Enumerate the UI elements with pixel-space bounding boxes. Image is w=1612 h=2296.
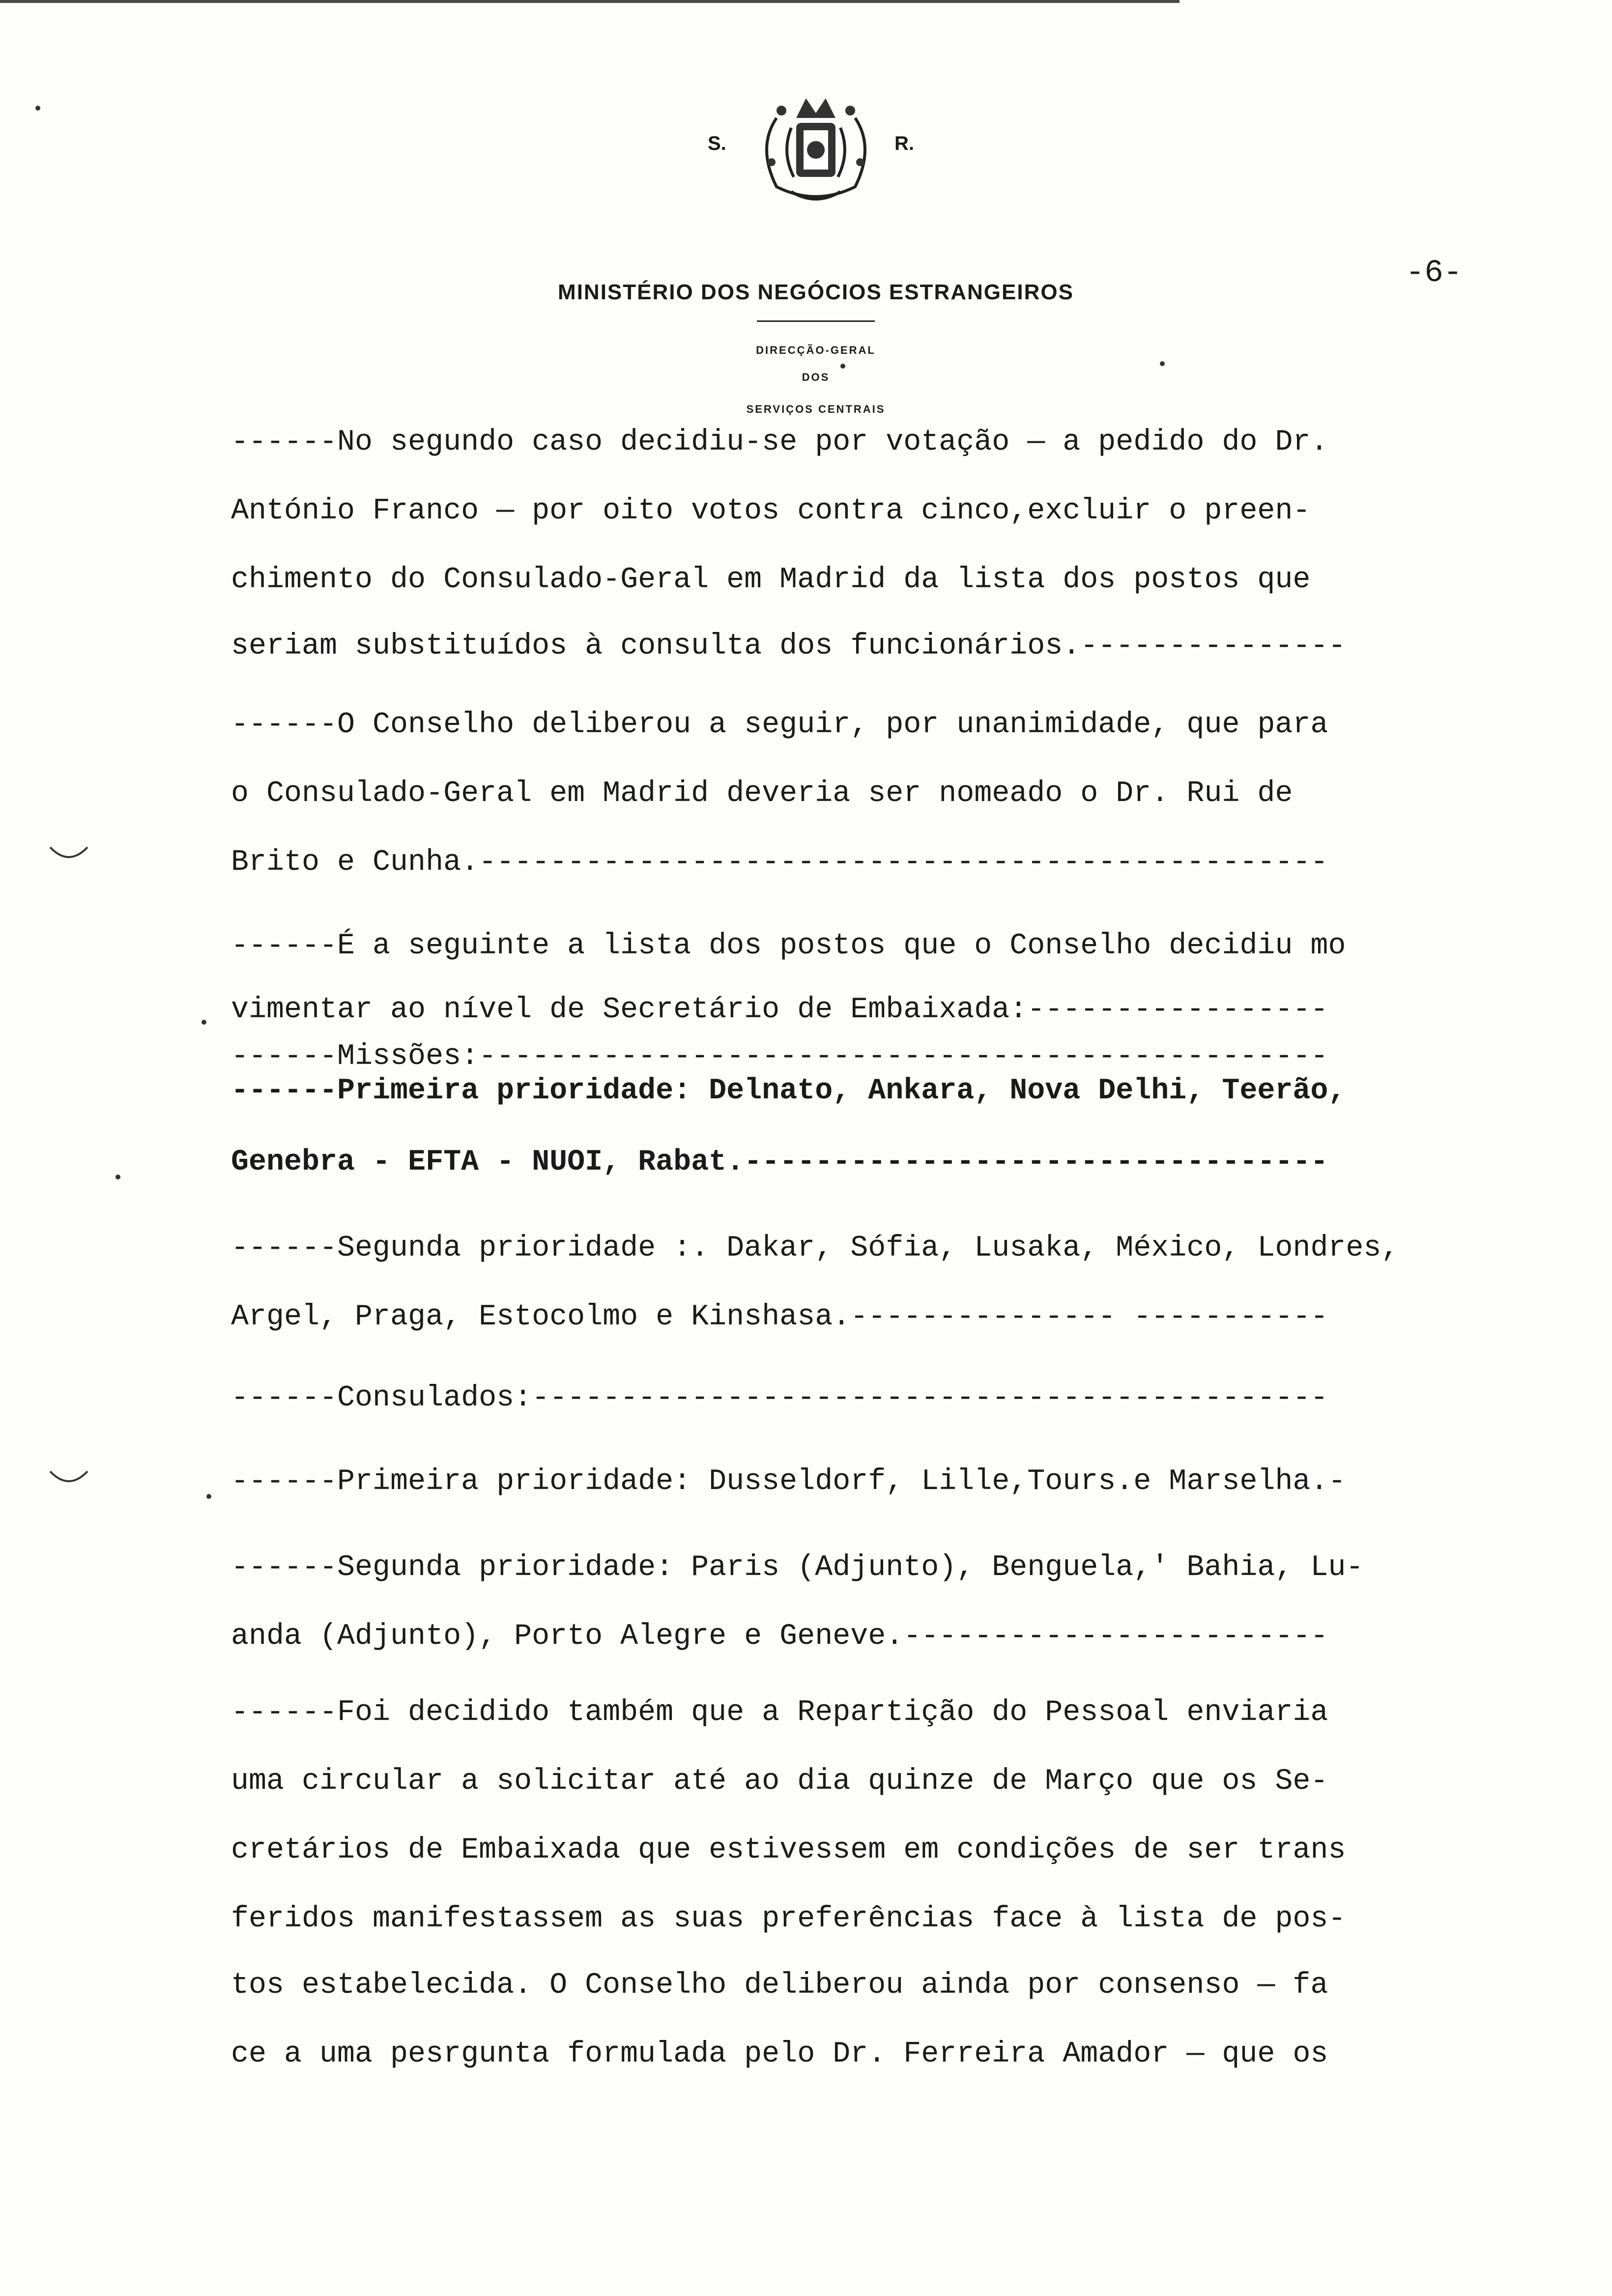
body-line: ------Primeira prioridade: Dusseldorf, Lille,Tours.e Marselha.- bbox=[231, 1465, 1346, 1498]
body-line: feridos manifestassem as suas preferências face à lista de pos- bbox=[231, 1902, 1346, 1936]
body-line: o Consulado-Geral em Madrid deveria ser nomeado o Dr. Rui de bbox=[231, 777, 1293, 810]
body-line: ------É a seguinte a lista dos postos que o Conselho decidiu mo bbox=[231, 929, 1346, 963]
top-border-line bbox=[0, 0, 1180, 3]
body-line: ------Consulados:--------------------------------------------- bbox=[231, 1381, 1328, 1415]
department-line-2: DOS bbox=[802, 371, 830, 383]
body-line: ------Primeira prioridade: Delnato, Ankara, Nova Delhi, Teerão, bbox=[231, 1074, 1346, 1108]
coat-of-arms-icon bbox=[747, 88, 885, 206]
body-line: ce a uma pesrgunta formulada pelo Dr. Ferreira Amador — que os bbox=[231, 2038, 1328, 2071]
speck bbox=[202, 1020, 206, 1025]
body-line: ------Foi decidido também que a Repartição do Pessoal enviaria bbox=[231, 1696, 1328, 1729]
body-line: ------Segunda prioridade :. Dakar, Sófia, Lusaka, México, Londres, bbox=[231, 1232, 1399, 1265]
body-line: uma circular a solicitar até ao dia quinze de Março que os Se- bbox=[231, 1765, 1328, 1798]
page-number: -6- bbox=[1406, 256, 1463, 291]
ministry-underline bbox=[757, 320, 875, 322]
body-line: ------No segundo caso decidiu-se por votação — a pedido do Dr. bbox=[231, 426, 1328, 459]
body-line: Brito e Cunha.------------------------------------------------ bbox=[231, 846, 1328, 879]
letterhead bbox=[491, 88, 1140, 415]
body-line: chimento do Consulado-Geral em Madrid da lista dos postos que bbox=[231, 563, 1311, 597]
body-line: ------O Conselho deliberou a seguir, por unanimidade, que para bbox=[231, 708, 1328, 742]
body-line: cretários de Embaixada que estivessem em condições de ser trans bbox=[231, 1834, 1346, 1867]
body-line: Genebra - EFTA - NUOI, Rabat.--------------------------------- bbox=[231, 1146, 1328, 1179]
crest-left-letter: S. bbox=[708, 133, 726, 154]
ministry-name: MINISTÉRIO DOS NEGÓCIOS ESTRANGEIROS bbox=[558, 280, 1074, 304]
body-line: ------Segunda prioridade: Paris (Adjunto), Benguela,' Bahia, Lu- bbox=[231, 1551, 1364, 1584]
body-line: seriam substituídos à consulta dos funcionários.--------------- bbox=[231, 630, 1346, 663]
speck bbox=[840, 364, 845, 369]
department-line-1: DIRECÇÃO-GERAL bbox=[756, 344, 876, 356]
speck bbox=[1160, 361, 1165, 366]
crest-row bbox=[491, 88, 1140, 216]
body-line: anda (Adjunto), Porto Alegre e Geneve.------------------------ bbox=[231, 1620, 1328, 1653]
body-line: vimentar ao nível de Secretário de Embaixada:----------------- bbox=[231, 993, 1328, 1027]
crest-right-letter: R. bbox=[894, 133, 914, 154]
body-line: António Franco — por oito votos contra cinco,excluir o preen- bbox=[231, 494, 1311, 528]
speck bbox=[35, 106, 40, 111]
department-line-3: SERVIÇOS CENTRAIS bbox=[746, 403, 886, 415]
body-line: tos estabelecida. O Conselho deliberou ainda por consenso — fa bbox=[231, 1969, 1328, 2002]
speck bbox=[206, 1494, 211, 1499]
body-line: ------Missões:------------------------------------------------ bbox=[231, 1040, 1328, 1073]
margin-mark-icon bbox=[49, 1469, 88, 1489]
speck bbox=[115, 1175, 120, 1179]
margin-mark-icon bbox=[49, 845, 88, 865]
body-line: Argel, Praga, Estocolmo e Kinshasa.--------------- ----------- bbox=[231, 1300, 1328, 1334]
